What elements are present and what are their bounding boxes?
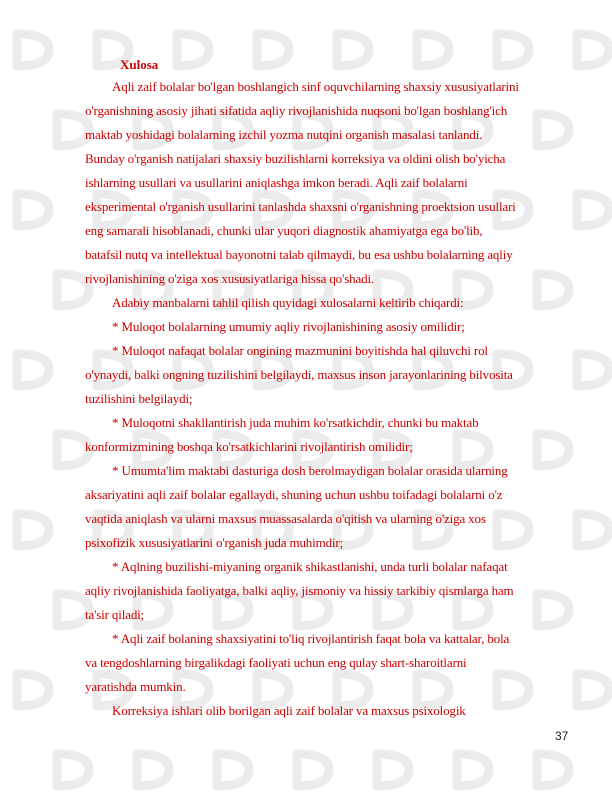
watermark-glyph <box>577 674 609 706</box>
watermark-glyph <box>217 754 249 786</box>
paragraph-line: eksperimental o'rganish usullarini tanlashda shaxsni o'rganishning proektsion usullari <box>85 199 516 214</box>
watermark-glyph <box>257 674 289 706</box>
list-item-line: aqliy rivojlanishida faoliyatga, balki aqliy, jismoniy va hissiy tarkibiy qismlarga ham <box>85 583 514 598</box>
watermark-glyph <box>577 194 609 226</box>
list-item-line: * Aqlning buzilishi-miyaning organik shikastlanishi, unda turli bolalar nafaqat <box>112 559 508 574</box>
paragraph-line: batafsil nutq va intellektual bayonotni talab qilmaydi, bu esa ushbu bolalarning aqliy <box>85 247 513 262</box>
list-item-line: va tengdoshlarning birgalikdagi faoliyati uchun eng qulay shart-sharoitlarni <box>85 655 467 670</box>
list-item-line: yaratishda mumkin. <box>85 679 186 694</box>
watermark-glyph <box>577 34 609 66</box>
watermark-glyph <box>457 754 489 786</box>
list-item-line: o'ynaydi, balki ongning tuzilishini belgilaydi, maxsus inson jarayonlarining bilvosita <box>85 367 513 382</box>
list-item-line: * Muloqot bolalarning umumiy aqliy rivojlanishining asosiy omilidir; <box>112 319 465 334</box>
watermark-glyph <box>537 594 569 626</box>
watermark-glyph <box>17 674 49 706</box>
watermark-glyph <box>497 674 529 706</box>
section-heading: Xulosa <box>120 57 159 72</box>
paragraph-line: Korreksiya ishlari olib borilgan aqli zaif bolalar va maxsus psixologik <box>112 703 466 718</box>
list-item-line: * Muloqot nafaqat bolalar ongining mazmunini boyitishda hal qiluvchi rol <box>112 343 488 358</box>
watermark-glyph <box>337 674 369 706</box>
watermark-glyph <box>57 754 89 786</box>
watermark-glyph <box>297 754 329 786</box>
watermark-glyph <box>417 674 449 706</box>
watermark-glyph <box>17 514 49 546</box>
watermark-glyph <box>177 34 209 66</box>
watermark-glyph <box>497 34 529 66</box>
watermark-glyph <box>537 274 569 306</box>
paragraph-line: o'rganishning asosiy jihati sifatida aqliy rivojlanishida nuqsoni bo'lgan boshlang'ich <box>85 103 508 118</box>
watermark-glyph <box>537 754 569 786</box>
watermark-glyph <box>257 34 289 66</box>
paragraph-line: Adabiy manbalarni tahlil qilish quyidagi xulosalarni keltirib chiqardi: <box>112 295 464 310</box>
paragraph-line: Aqli zaif bolalar bo'lgan boshlangich sinf oquvchilarning shaxsiy xususiyatlarini <box>112 79 519 94</box>
watermark-glyph <box>17 194 49 226</box>
list-item-line: * Aqli zaif bolaning shaxsiyatini to'liq rivojlantirish faqat bola va kattalar, bola <box>112 631 510 646</box>
watermark-glyph <box>537 434 569 466</box>
watermark-glyph <box>497 514 529 546</box>
watermark-glyph <box>137 754 169 786</box>
watermark-glyph <box>577 514 609 546</box>
list-item-line: * Umumta'lim maktabi dasturiga dosh berolmaydigan bolalar orasida ularning <box>112 463 508 478</box>
watermark-glyph <box>377 754 409 786</box>
paragraph-line: ishlarning usullari va usullarini aniqlashga imkon beradi. Aqli zaif bolalarni <box>85 175 468 190</box>
list-item-line: tuzilishini belgilaydi; <box>85 391 193 406</box>
list-item-line: psixofizik xususiyatlarini o'rganish juda muhimdir; <box>85 535 344 550</box>
watermark-glyph <box>17 354 49 386</box>
paragraph-line: Bunday o'rganish natijalari shaxsiy buzilishlarni korreksiya va oldini olish bo'yicha <box>85 151 506 166</box>
paragraph-line: rivojlanishining o'ziga xos xususiyatlariga hissa qo'shadi. <box>85 271 375 286</box>
list-item-line: ta'sir qiladi; <box>85 607 145 622</box>
watermark-glyph <box>537 114 569 146</box>
watermark-glyph <box>417 34 449 66</box>
paragraph-line: maktab yoshidagi bolalarning izchil yozma nutqini organish masalasi tanlandi. <box>85 127 483 142</box>
list-item-line: vaqtida aniqlash va ularni maxsus muassasalarda o'qitish va ularning o'ziga xos <box>85 511 486 526</box>
watermark-glyph <box>457 434 489 466</box>
paragraph-line: eng samarali hisoblanadi, chunki ular yuqori diagnostik ahamiyatga ega bo'lib, <box>85 223 483 238</box>
list-item-line: * Muloqotni shakllantirish juda muhim ko'rsatkichdir, chunki bu maktab <box>112 415 479 430</box>
page-number: 37 <box>555 729 569 743</box>
watermark-glyph <box>17 34 49 66</box>
list-item-line: aksariyatini aqli zaif bolalar egallaydi, shuning uchun ushbu toifadagi bolalarni o'z <box>85 487 503 502</box>
watermark-glyph <box>577 354 609 386</box>
list-item-line: konformizmining boshqa ko'rsatkichlarini rivojlantirish omilidir; <box>85 439 413 454</box>
watermark-glyph <box>337 34 369 66</box>
